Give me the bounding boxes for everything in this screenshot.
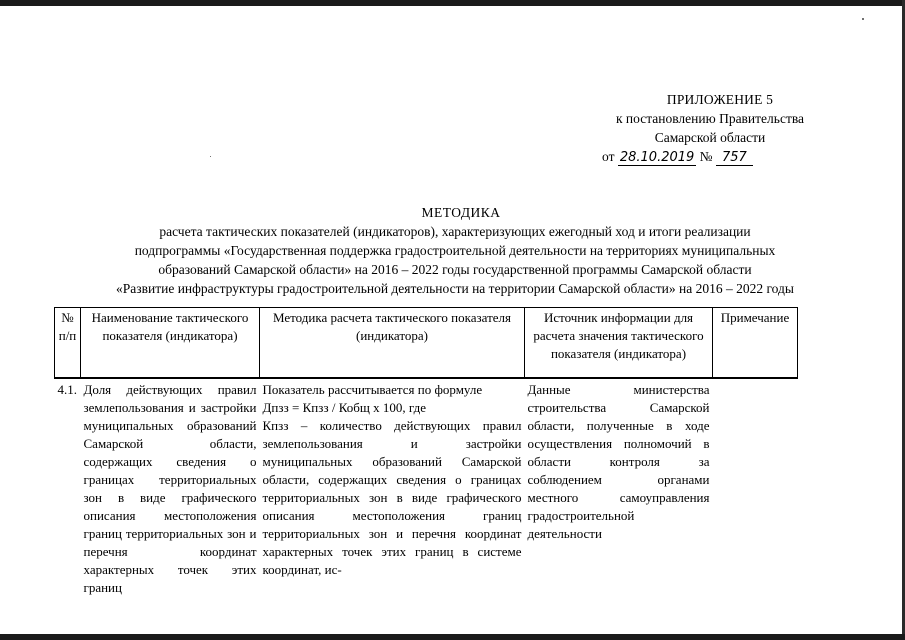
number-sign: № bbox=[699, 149, 713, 164]
table-header-row bbox=[55, 308, 798, 379]
cell-num: 4.1. bbox=[57, 382, 77, 397]
method-formula: Дпзз = Кпзз / Кобщ х 100, где bbox=[262, 400, 426, 415]
appendix-line-2: Самарской области bbox=[654, 130, 766, 145]
table-row bbox=[55, 378, 798, 597]
appendix-date-line bbox=[560, 147, 860, 166]
heading-line-3: образований Самарской области» на 2016 – 2022 годы государственной программы Самарской области bbox=[158, 262, 752, 277]
methodology-table bbox=[54, 307, 798, 597]
cell-note bbox=[713, 378, 798, 597]
handwritten-number: 757 bbox=[716, 151, 753, 166]
heading-line-2: подпрограммы «Государственная поддержка градостроительной деятельности на территориях муниципальных bbox=[134, 243, 776, 258]
handwritten-date: 28.10.2019 bbox=[619, 150, 695, 165]
appendix-block bbox=[560, 90, 860, 166]
scan-border-bottom bbox=[0, 634, 905, 640]
cell-name: Доля действующих правил землепользования и застройки муниципальных образований Самарской области, содержащих сведения о границах территориальных зон в виде графического описания местоположения границ территориальных зон и перечня координат характерных точек этих границ bbox=[83, 382, 257, 595]
heading-line-4: «Развитие инфраструктуры градостроительной деятельности на территории Самарской области» на 2016 – 2022 годы bbox=[116, 281, 794, 296]
cell-source: Данные министерства строительства Самарской области, полученные в ходе осуществления полномочий в области контроля за соблюдением органами местного самоуправления градостроительной деятельности bbox=[527, 382, 710, 541]
date-prefix: от bbox=[602, 149, 615, 164]
scan-border-top bbox=[0, 0, 905, 6]
method-definition: Кпзз – количество действующих правил землепользования и застройки муниципальных образований Самарской области, содержащих сведения о границах территориальных зон в виде графического описания местоположения границ территориальных зон и перечня координат характерных точек этих границ в системе координат, ис- bbox=[262, 418, 522, 577]
appendix-line-1: к постановлению Правительства bbox=[615, 111, 805, 126]
header-source: Источник информации для расчета значения тактического показателя (индикатора) bbox=[525, 308, 713, 379]
heading-line-1: расчета тактических показателей (индикаторов), характеризующих ежегодный ход и итоги реализации bbox=[159, 224, 751, 239]
header-num: № п/п bbox=[55, 308, 81, 379]
appendix-title: ПРИЛОЖЕНИЕ 5 bbox=[666, 92, 774, 107]
header-name: Наименование тактического показателя (индикатора) bbox=[81, 308, 260, 379]
scan-speck bbox=[210, 156, 211, 157]
header-note: Примечание bbox=[713, 308, 798, 379]
heading-title: МЕТОДИКА bbox=[421, 205, 501, 220]
method-intro: Показатель рассчитывается по формуле bbox=[262, 382, 483, 397]
cell-method bbox=[260, 378, 525, 597]
header-method: Методика расчета тактического показателя (индикатора) bbox=[260, 308, 525, 379]
scan-speck bbox=[862, 18, 864, 20]
document-heading bbox=[60, 203, 850, 298]
